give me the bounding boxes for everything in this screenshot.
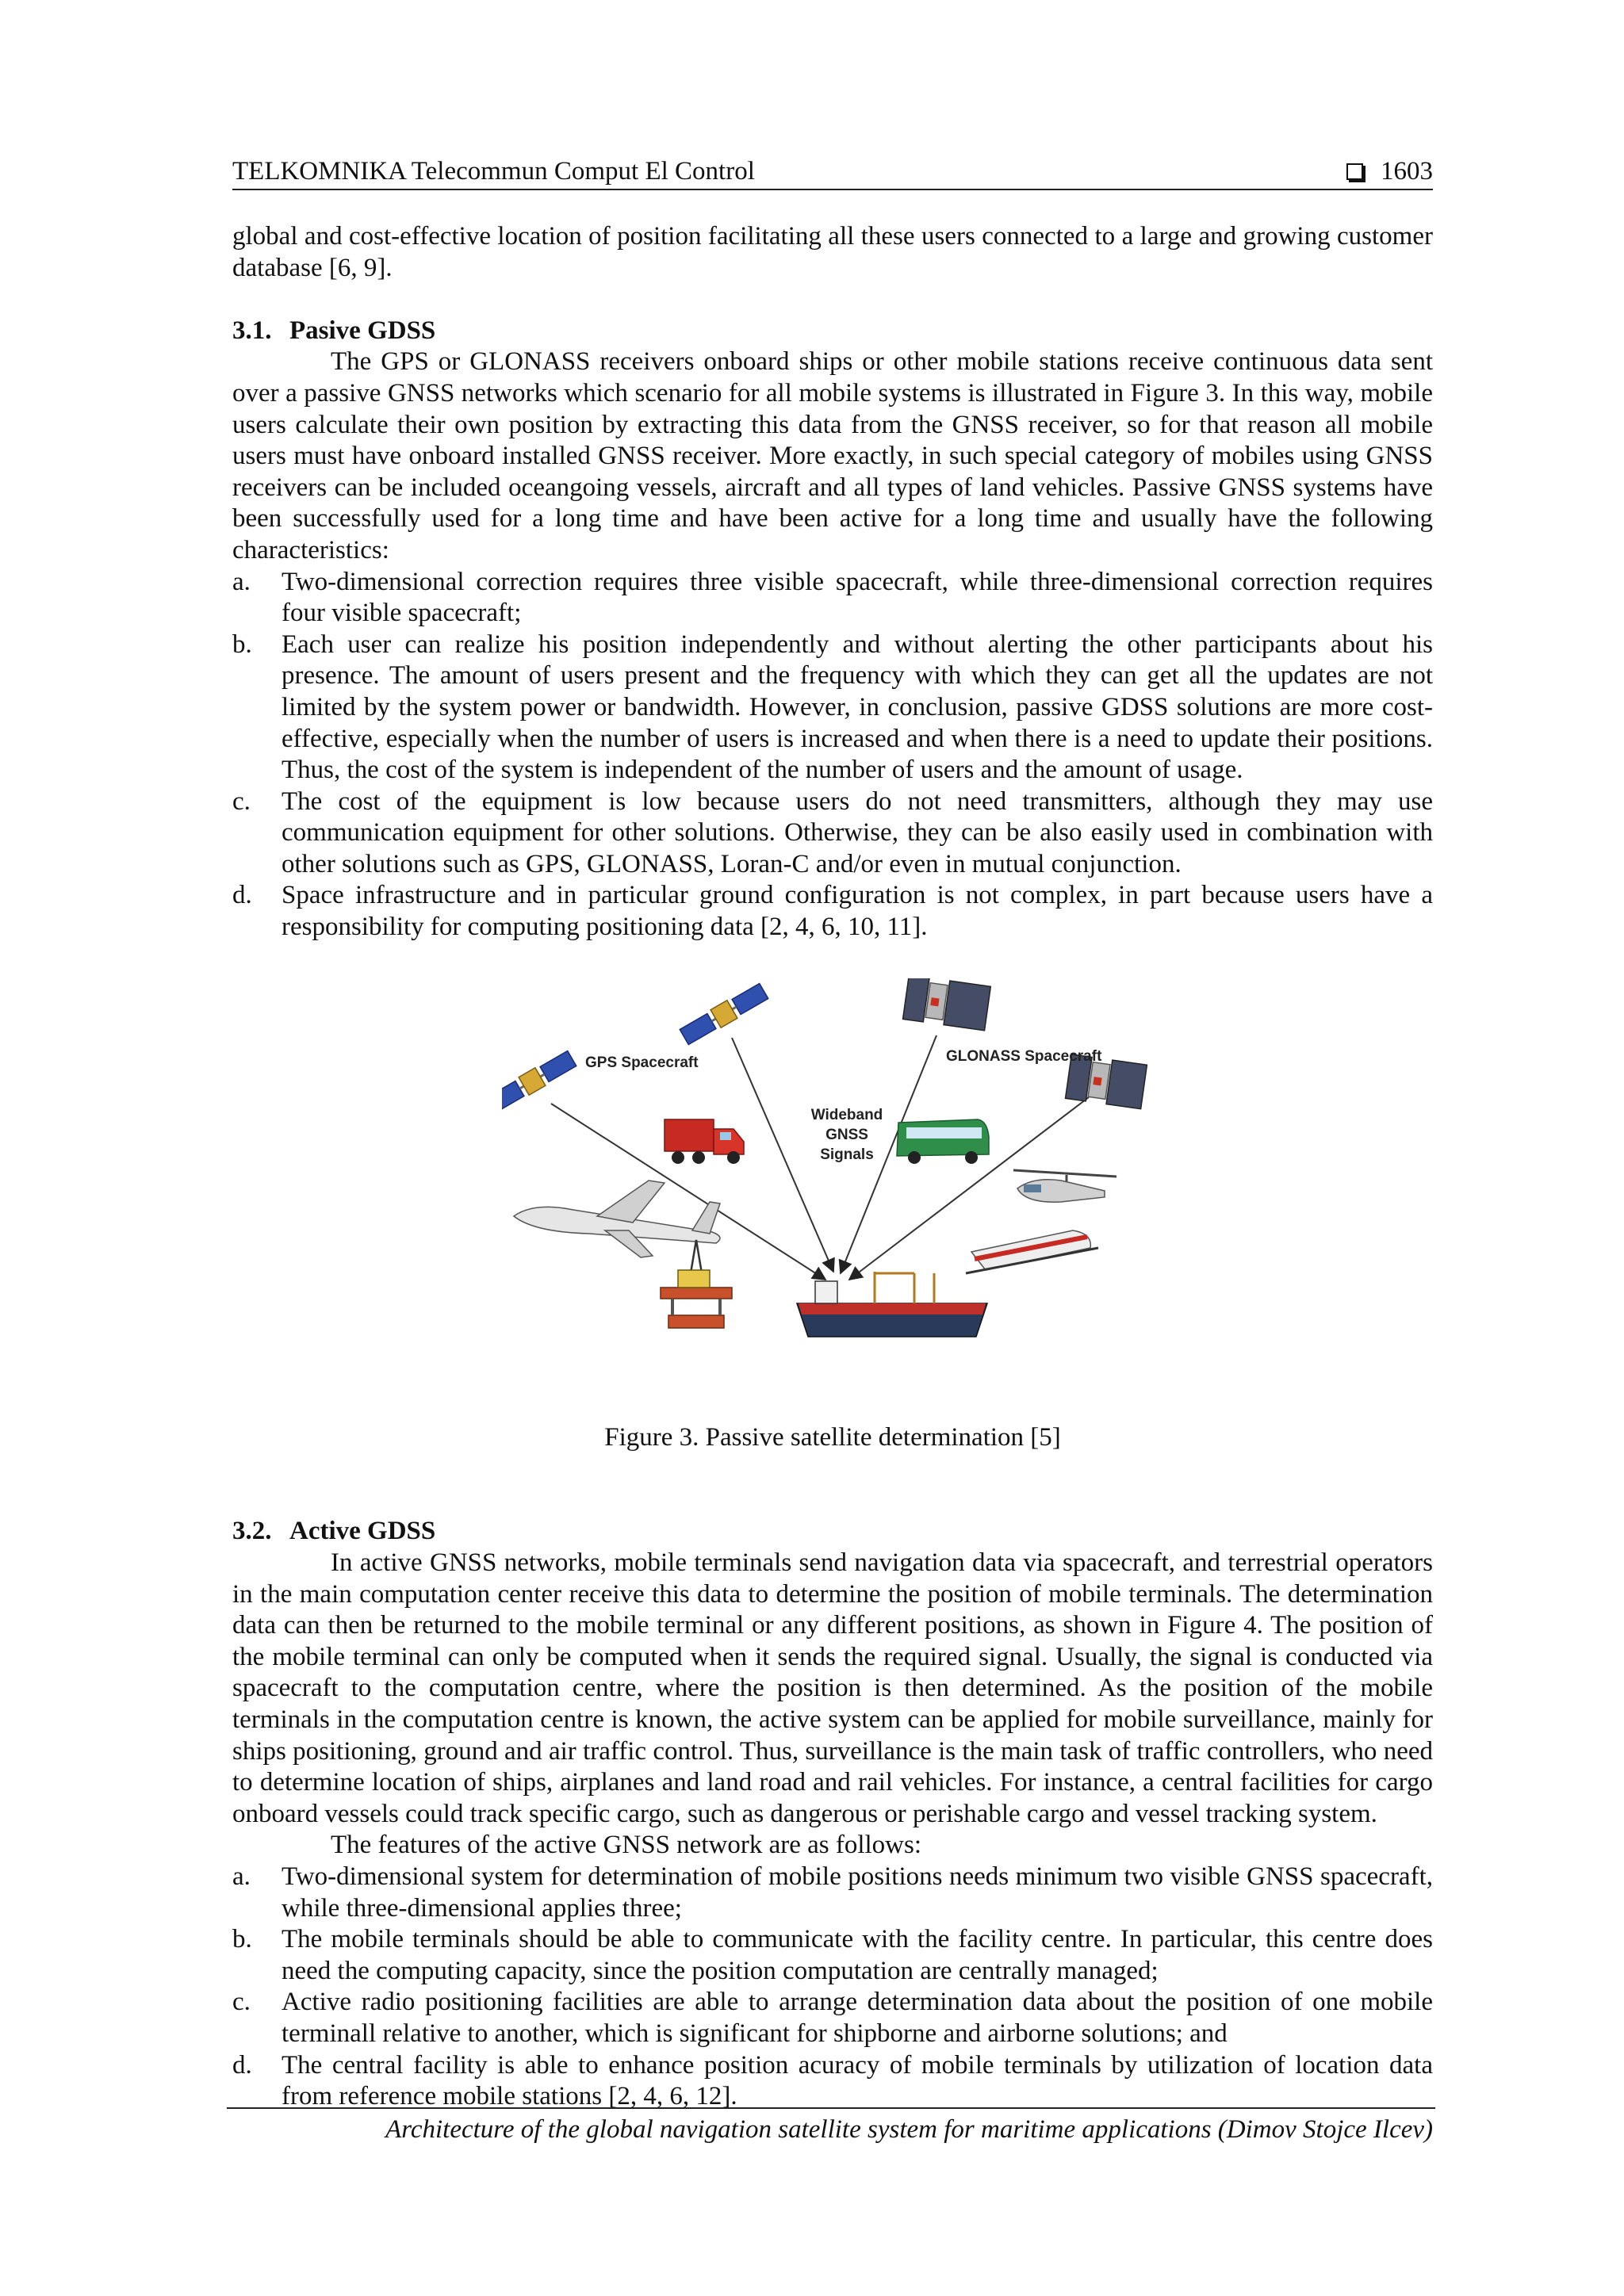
list-item: d. Space infrastructure and in particular ground configuration is not complex, in part because users have a responsibility for computing positioning data [2, 4, 6, 10, 11]. — [232, 881, 1433, 942]
gps-satellite-icon — [502, 1049, 577, 1113]
gps-satellite-icon — [679, 982, 768, 1046]
square-icon — [1346, 163, 1363, 180]
section-3-2-paragraph-2: The features of the active GNSS network are as follows: — [331, 1831, 922, 1860]
list-item: a. Two-dimensional correction requires three visible spacecraft, while three-dimensional correction requires four visible spacecraft; — [232, 567, 1433, 628]
signal-label-line-3: Signals — [820, 1146, 874, 1163]
section-3-1-heading: 3.1. Pasive GDSS — [232, 316, 436, 345]
page-body — [232, 221, 1433, 2113]
running-footer: Architecture of the global navigation satellite system for maritime applications (Dimov Stojce Ilcev) — [385, 2115, 1433, 2144]
page-number-block — [1346, 155, 1433, 187]
list-item: c. Active radio positioning facilities are able to arrange determination data about the position of one mobile terminall relative to another, which is significant for shipborne and airborne solutions; and — [232, 1988, 1433, 2048]
footer-rule — [227, 2107, 1435, 2109]
passive-features-list — [232, 567, 1433, 943]
glonass-satellite-icon — [903, 978, 991, 1031]
helicopter-icon — [1013, 1170, 1116, 1202]
page-number: 1603 — [1381, 157, 1433, 186]
signal-label-line-2: GNSS — [825, 1126, 868, 1143]
running-header — [232, 155, 1433, 190]
list-item: c. The cost of the equipment is low because users do not need transmitters, although they may use communication equipment for other solutions. Otherwise, they can be also easily used in combination with other solutions such as GPS, GLONASS, Loran-C and/or even in mutual conjunction. — [232, 786, 1433, 878]
bus-icon — [897, 1119, 989, 1164]
ship-icon — [797, 1272, 987, 1337]
journal-name: TELKOMNIKA Telecommun Comput El Control — [232, 157, 755, 186]
glonass-spacecraft-label: GLONASS Spacecraft — [946, 1047, 1102, 1065]
list-item: b. Each user can realize his position independently and without alerting the other participants about his presence. The amount of users present and the frequency with which they can get all the updates are not limited by the system power or bandwidth. However, in conclusion, passive GDSS solutions are more cost-effective, especially when the number of users is increased and when there is a need to update their positions. Thus, the cost of the system is independent of the number of users and the amount of usage. — [232, 629, 1433, 785]
list-item: a. Two-dimensional system for determination of mobile positions needs minimum two visible GNSS spacecraft, while three-dimensional applies three; — [232, 1862, 1433, 1923]
active-features-list — [232, 1862, 1433, 2113]
figure-3 — [232, 978, 1433, 1422]
gps-spacecraft-label: GPS Spacecraft — [585, 1054, 699, 1071]
list-item: b. The mobile terminals should be able to communicate with the facility centre. In particular, this centre does need the computing capacity, since the position computation are centrally managed; — [232, 1925, 1433, 1985]
list-item: d. The central facility is able to enhance position acuracy of mobile terminals by utilization of location data from reference mobile stations [2, 4, 6, 12]. — [232, 2050, 1433, 2111]
intro-paragraph: global and cost-effective location of position facilitating all these users connected to a large and growing customer database [6, 9]. — [232, 222, 1433, 282]
passive-gnss-illustration — [502, 978, 1176, 1359]
figure-caption: Figure 3. Passive satellite determination [5] — [604, 1422, 1061, 1452]
oil-platform-icon — [661, 1240, 732, 1328]
section-3-1-paragraph: The GPS or GLONASS receivers onboard ships or other mobile stations receive continuous data sent over a passive GNSS networks which scenario for all mobile systems is illustrated in Figure 3. In this way, mobile users calculate their own position by extracting this data from the GNSS receiver, so for that reason all mobile users must have onboard installed GNSS receiver. More exactly, in such special category of mobiles using GNSS receivers can be included oceangoing vessels, aircraft and all types of land vehicles. Passive GNSS systems have been successfully used for a long time and have been active for a long time and usually have the following characteristics: — [232, 347, 1433, 564]
signal-label-line-1: Wideband — [810, 1106, 883, 1123]
section-3-2-paragraph: In active GNSS networks, mobile terminals send navigation data via spacecraft, and terrestrial operators in the main computation center receive this data to determine the position of mobile terminals. The determination data can then be returned to the mobile terminal or any different positions, as shown in Figure 4. The position of the mobile terminal can only be computed when it sends the required signal. Usually, the signal is conducted via spacecraft to the computation centre, where the position is then determined. As the position of the mobile terminals in the computation centre is known, the active system can be applied for mobile surveillance, mainly for ships positioning, ground and air traffic control. Thus, surveillance is the main task of traffic controllers, who need to determine location of ships, airplanes and land road and rail vehicles. For instance, a central facilities for cargo onboard vessels could track specific cargo, such as dangerous or perishable cargo and vessel tracking system. — [232, 1548, 1433, 1828]
truck-icon — [665, 1119, 744, 1164]
train-icon — [966, 1230, 1098, 1273]
section-3-2-heading: 3.2. Active GDSS — [232, 1517, 436, 1546]
